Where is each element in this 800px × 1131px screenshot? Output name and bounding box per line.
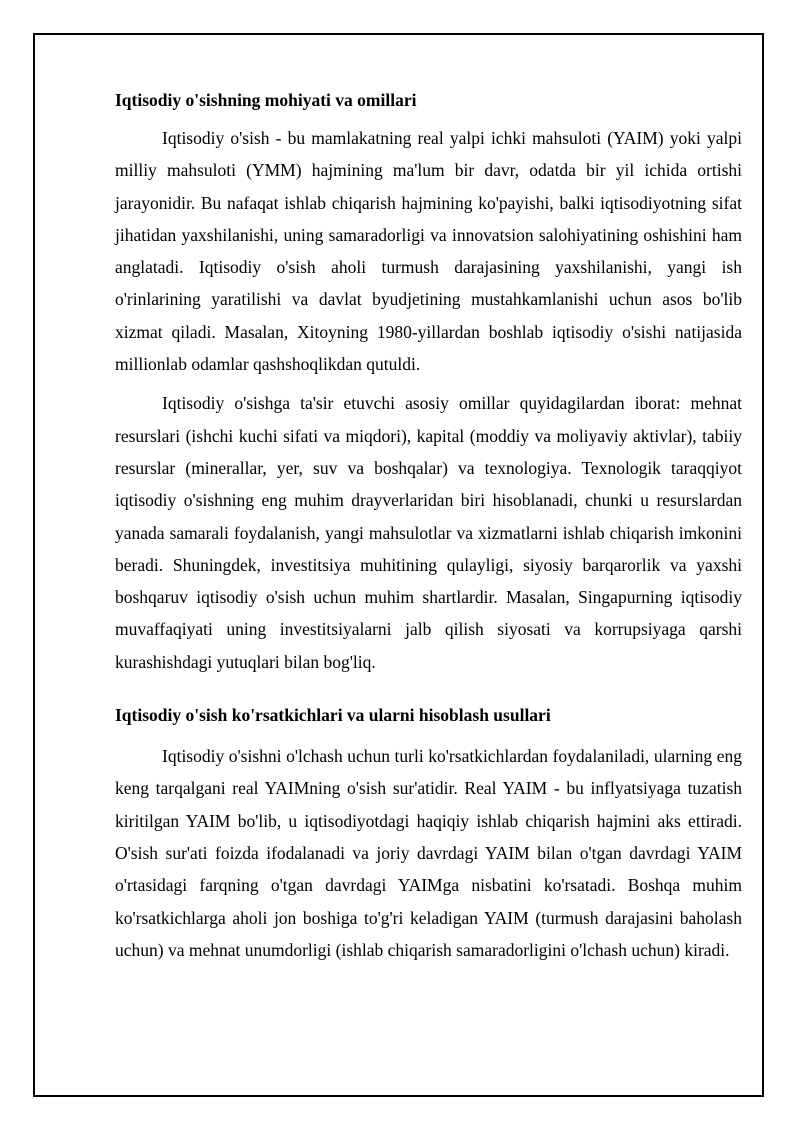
section-heading-1: Iqtisodiy o'sishning mohiyati va omillari	[115, 90, 417, 110]
paragraph-2: Iqtisodiy o'sishga ta'sir etuvchi asosiy omillar quyidagilardan iborat: mehnat resurslari (ishchi kuchi sifati va miqdori), kapital (moddiy va moliyaviy aktivlar), tabiiy resurslar (minerallar, yer, suv va boshqalar) va texnologiya. Texnologik taraqqiyot iqtisodiy o'sishning eng muhim drayverlaridan biri hisoblanadi, chunki u resurslardan yanada samarali foydalanish, yangi mahsulotlar va xizmatlarni ishlab chiqarish imkonini beradi. Shuningdek, investitsiya muhitining qulayligi, siyosiy barqarorlik va yaxshi boshqaruv iqtisodiy o'sish uchun muhim shartlardir. Masalan, Singapurning iqtisodiy muvaffaqiyati uning investitsiyalarni jalb qilish siyosati va korrupsiyaga qarshi kurashishdagi yutuqlari bilan bog'liq.	[115, 393, 742, 672]
paragraph-3: Iqtisodiy o'sishni o'lchash uchun turli ko'rsatkichlardan foydalaniladi, ularning eng keng tarqalgani real YAIMning o'sish sur'atidir. Real YAIM - bu inflyatsiyaga tuzatish kiritilgan YAIM bo'lib, u iqtisodiyotdagi haqiqiy ishlab chiqarish hajmini aks ettiradi. O'sish sur'ati foizda ifodalanadi va joriy davrdagi YAIM bilan o'tgan davrdagi YAIM o'rtasidagi farqning o'tgan davrdagi YAIMga nisbatini ko'rsatadi. Boshqa muhim ko'rsatkichlarga aholi jon boshiga to'g'ri keladigan YAIM (turmush darajasini baholash uchun) va mehnat unumdorligi (ishlab chiqarish samaradorligini o'lchash uchun) kiradi.	[115, 746, 742, 960]
paragraph-1: Iqtisodiy o'sish - bu mamlakatning real yalpi ichki mahsuloti (YAIM) yoki yalpi milliy mahsuloti (YMM) hajmining ma'lum bir davr, odatda bir yil ichida ortishi jarayonidir. Bu nafaqat ishlab chiqarish hajmining ko'payishi, balki iqtisodiyotning sifat jihatidan yaxshilanishi, uning samaradorligi va innovatsion salohiyatining oshishini ham anglatadi. Iqtisodiy o'sish aholi turmush darajasining yaxshilanishi, yangi ish o'rinlarining yaratilishi va davlat byudjetining mustahkamlanishi uchun asos bo'lib xizmat qiladi. Masalan, Xitoyning 1980-yillardan boshlab iqtisodiy o'sishi natijasida millionlab odamlar qashshoqlikdan qutuldi.	[115, 128, 742, 375]
document-body	[115, 85, 742, 966]
section-heading-2: Iqtisodiy o'sish ko'rsatkichlari va ularni hisoblash usullari	[115, 705, 551, 726]
